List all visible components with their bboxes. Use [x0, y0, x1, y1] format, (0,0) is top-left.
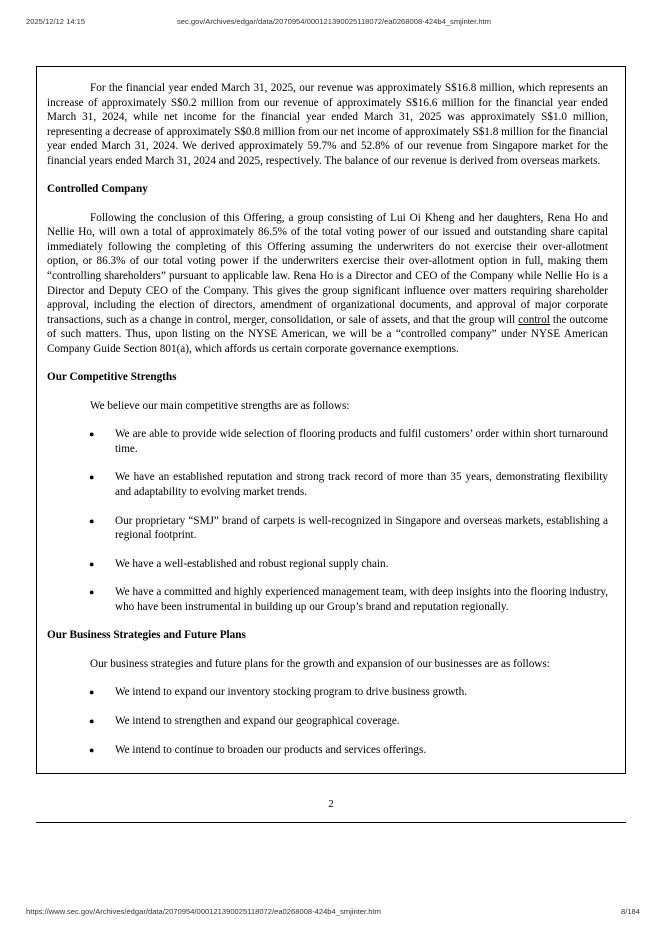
- document-content-box: [36, 66, 626, 774]
- list-item: [47, 470, 608, 499]
- heading-business-strategies: Our Business Strategies and Future Plans: [47, 629, 246, 642]
- print-header: [0, 15, 662, 29]
- list-item: [47, 514, 608, 543]
- bullet-icon: ●: [89, 587, 95, 598]
- list-item-text: We intend to strengthen and expand our geographical coverage.: [115, 714, 400, 727]
- bullet-icon: ●: [89, 687, 95, 698]
- list-item-text: We have a well-established and robust regional supply chain.: [115, 557, 389, 570]
- bullet-icon: ●: [89, 429, 95, 440]
- list-item: [47, 743, 608, 758]
- competitive-strengths-list: [47, 427, 608, 614]
- bullet-icon: ●: [89, 715, 95, 726]
- controlled-company-underlined-word: control: [518, 313, 550, 326]
- list-item-text: We are able to provide wide selection of flooring products and fulfil customers’ order within short turnaround time.: [115, 428, 608, 455]
- list-item: [47, 585, 608, 614]
- list-item-text: We have an established reputation and strong track record of more than 35 years, demonstrating flexibility and adaptability to evolving market trends.: [115, 471, 608, 499]
- competitive-strengths-intro: We believe our main competitive strengths are as follows:: [90, 399, 350, 412]
- print-header-url: sec.gov/Archives/edgar/data/2070954/000121390025118072/ea0268008-424b4_smjinter.htm: [177, 17, 491, 26]
- print-header-timestamp: 2025/12/12 14:15: [26, 17, 86, 26]
- list-item-text: We have a committed and highly experienced management team, with deep insights into the flooring industry, who have been instrumental in building up our Group’s brand and reputation regionally.: [115, 586, 608, 613]
- print-footer-page-indicator: 8/184: [620, 907, 640, 916]
- list-item: [47, 714, 608, 729]
- heading-competitive-strengths: Our Competitive Strengths: [47, 371, 177, 384]
- print-footer: [0, 905, 662, 919]
- bullet-icon: ●: [89, 558, 95, 569]
- bullet-icon: ●: [89, 744, 95, 755]
- list-item: [47, 427, 608, 456]
- list-item-text: We intend to expand our inventory stocking program to drive business growth.: [115, 686, 468, 699]
- controlled-company-text-part1: Following the conclusion of this Offering, a group consisting of Lui Oi Kheng and her daughters, Rena Ho and Nellie Ho, will own a total of approximately 86.5% of the total voting power of our issued and outstanding share capital immediately following the completing of this Offering assuming the underwriters do not exercise their over-allotment option, or 86.3% of our total voting power if the underwriters exercise their over-allotment option in full, making them “controlling shareholders” pursuant to applicable law. Rena Ho is a Director and CEO of the Company while Nellie Ho is a Director and Deputy CEO of the Company. This gives the group significant influence over matters requiring shareholder approval, including the election of directors, amendment of organizational documents, and approval of major corporate transactions, such as a change in control, merger, consolidation, or sale of assets, and that the group will: [47, 211, 608, 326]
- controlled-company-text-part2: the outcome of such matters. Thus, upon listing on the NYSE American, we will be a “controlled company” under NYSE American Company Guide Section 801(a), which affords us certain corporate governance exemptions.: [47, 313, 608, 355]
- list-item: [47, 557, 608, 572]
- bullet-icon: ●: [89, 515, 95, 526]
- page-number: 2: [328, 798, 334, 811]
- business-strategies-intro: Our business strategies and future plans for the growth and expansion of our businesses are as follows:: [90, 657, 550, 670]
- list-item-text: We intend to continue to broaden our products and services offerings.: [115, 743, 427, 756]
- business-strategies-list: [47, 685, 608, 757]
- list-item-text: Our proprietary “SMJ” brand of carpets is well-recognized in Singapore and overseas markets, establishing a regional footprint.: [115, 514, 608, 542]
- controlled-company-paragraph: [47, 211, 608, 356]
- intro-paragraph: For the financial year ended March 31, 2025, our revenue was approximately S$16.8 million, which represents an increase of approximately S$0.2 million from our revenue of approximately S$16.6 million for the financial year ended March 31, 2024, while net income for the financial year ended March 31, 2025 was approximately S$1.0 million, representing a decrease of approximately S$0.8 million from our net income of approximately S$1.8 million for the financial year ended March 31, 2024. We derived approximately 59.7% and 52.8% of our revenue from Singapore market for the financial years ended March 31, 2024 and 2025, respectively. The balance of our revenue is derived from overseas markets.: [47, 82, 608, 167]
- page-bottom-rule: [36, 822, 626, 823]
- heading-controlled-company: Controlled Company: [47, 183, 148, 196]
- print-footer-url: https://www.sec.gov/Archives/edgar/data/2070954/000121390025118072/ea0268008-424b4_smjinter.htm: [26, 907, 381, 916]
- bullet-icon: ●: [89, 472, 95, 483]
- document-page: [36, 66, 626, 823]
- list-item: [47, 685, 608, 700]
